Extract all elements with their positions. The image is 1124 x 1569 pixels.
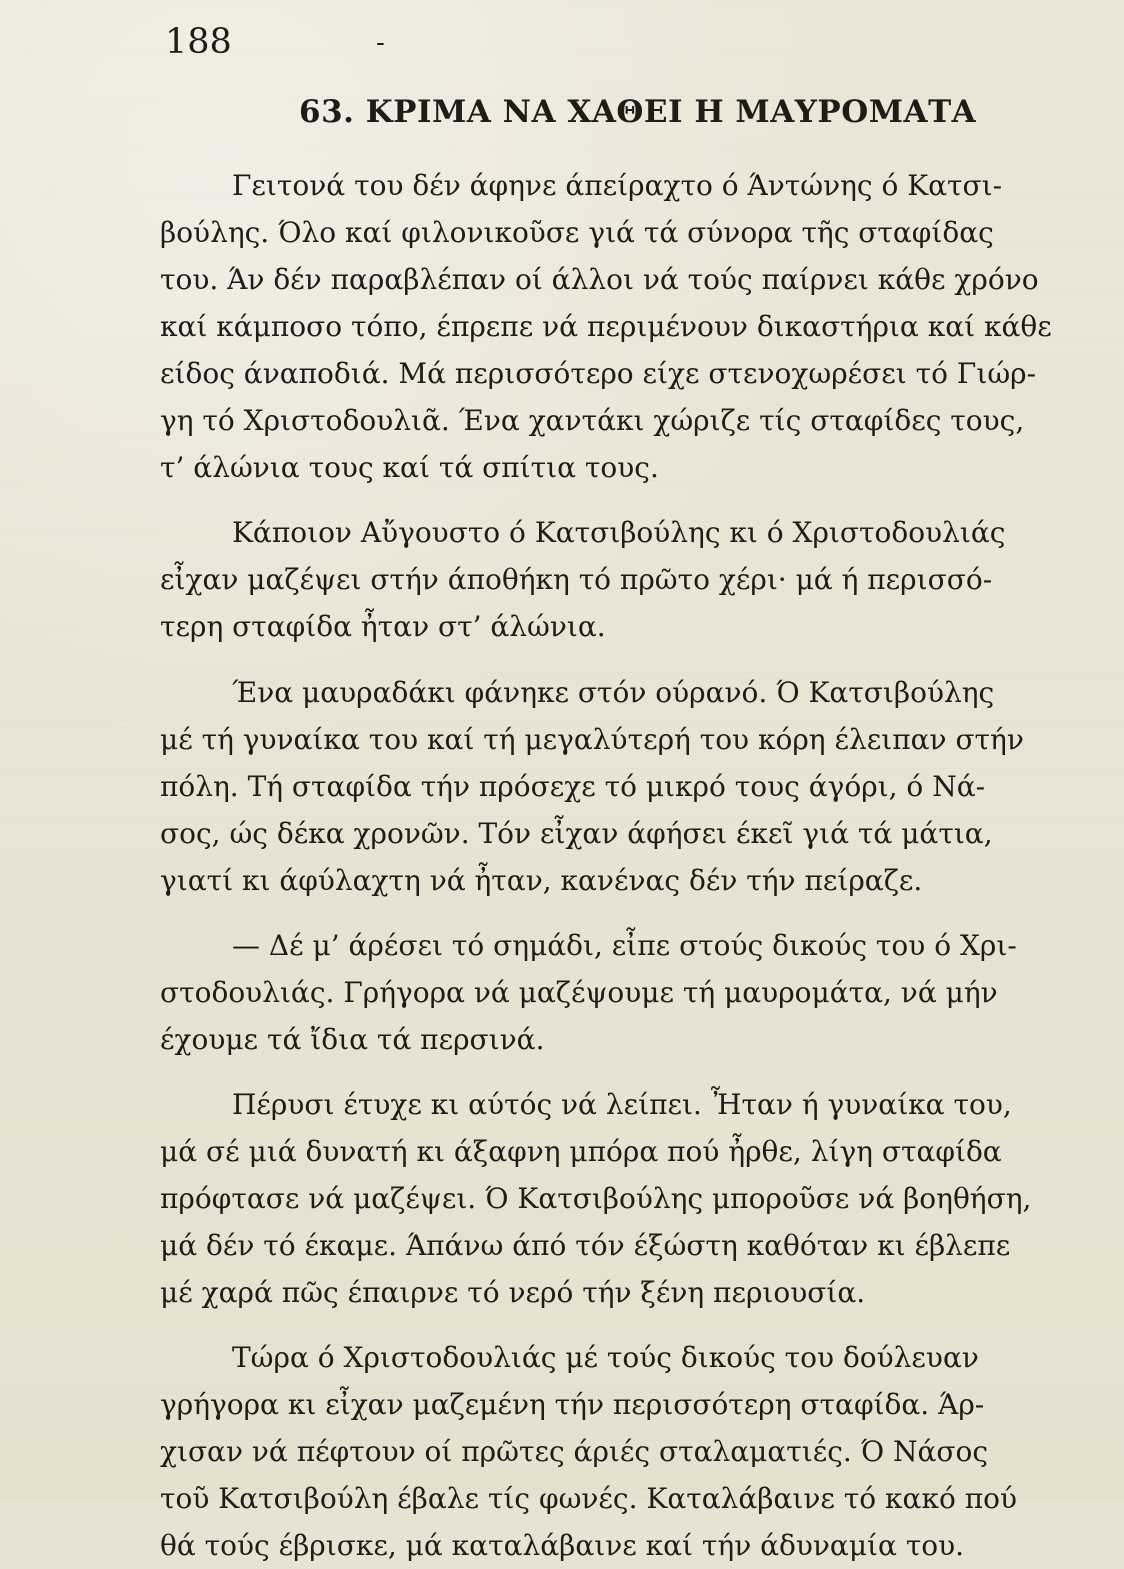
text-line: Γειτονά του δέν άφηνε άπείραχτο ό Άντώνης ό Κατσι- — [232, 169, 1003, 202]
small-mark: - — [376, 28, 385, 58]
text-line: μέ τή γυναίκα του καί τή μεγαλύτερή του κόρη έλειπαν στήν — [160, 723, 1024, 756]
text-line: στοδουλιάς. Γρήγορα νά μαζέψουμε τή μαυρομάτα, νά μήν — [160, 976, 998, 1009]
text-line: πρόφτασε νά μαζέψει. Ό Κατσιβούλης μποροῦσε νά βοηθήση, — [160, 1182, 1032, 1215]
text-line: καί κάμποσο τόπο, έπρεπε νά περιμένουν δικαστήρια καί κάθε — [160, 310, 1052, 343]
text-line: μά σέ μιά δυνατή κι άξαφνη μπόρα πού ἦρθε, λίγη σταφίδα — [160, 1135, 1002, 1168]
text-line: Πέρυσι έτυχε κι αύτός νά λείπει. Ἦταν ή γυναίκα του, — [232, 1088, 1012, 1121]
page-number: 188 — [165, 22, 232, 62]
text-line: σος, ώς δέκα χρονῶν. Τόν εἶχαν άφήσει έκεῖ γιά τά μάτια, — [160, 817, 993, 850]
text-line: τοῦ Κατσιβούλη έβαλε τίς φωνές. Καταλάβαινε τό κακό πού — [160, 1482, 1017, 1515]
text-line: γιατί κι άφύλαχτη νά ἦταν, κανένας δέν τήν πείραζε. — [160, 864, 923, 897]
text-line: Ένα μαυραδάκι φάνηκε στόν ούρανό. Ό Κατσιβούλης — [232, 676, 995, 709]
text-line: βούλης. Όλο καί φιλονικοῦσε γιά τά σύνορα τῆς σταφίδας — [160, 216, 994, 249]
text-line: του. Άν δέν παραβλέπαν οί άλλοι νά τούς παίρνει κάθε χρόνο — [160, 263, 1039, 296]
text-line: μέ χαρά πῶς έπαιρνε τό νερό τήν ξένη περιουσία. — [160, 1276, 866, 1309]
text-line: είδος άναποδιά. Μά περισσότερο είχε στενοχωρέσει τό Γιώρ- — [160, 357, 1037, 390]
text-line: εἶχαν μαζέψει στήν άποθήκη τό πρῶτο χέρι· μά ή περισσό- — [160, 563, 993, 596]
text-line: θά τούς έβρισκε, μά καταλάβαινε καί τήν άδυναμία του. — [160, 1529, 965, 1562]
body-text — [160, 162, 1052, 1569]
text-line: γη τό Χριστοδουλιᾶ. Ένα χαντάκι χώριζε τίς σταφίδες τους, — [160, 404, 1025, 437]
text-line: Κάποιον Αὔγουστο ό Κατσιβούλης κι ό Χριστοδουλιάς — [232, 516, 1006, 549]
text-line: μά δέν τό έκαμε. Άπάνω άπό τόν έξώστη καθόταν κι έβλεπε — [160, 1229, 1011, 1262]
chapter-title: 63. ΚΡΙΜΑ ΝΑ ΧΑΘΕΙ Η ΜΑΥΡΟΜΑΤΑ — [299, 94, 977, 130]
text-line: Τώρα ό Χριστοδουλιάς μέ τούς δικούς του δούλευαν — [232, 1341, 979, 1374]
text-line: — Δέ μ’ άρέσει τό σημάδι, εἶπε στούς δικούς του ό Χρι- — [232, 929, 1017, 962]
text-line: γρήγορα κι εἶχαν μαζεμένη τήν περισσότερη σταφίδα. Άρ- — [160, 1388, 985, 1421]
text-line: έχουμε τά ἴδια τά περσινά. — [160, 1023, 545, 1056]
text-line: πόλη. Τή σταφίδα τήν πρόσεχε τό μικρό τους άγόρι, ό Νά- — [160, 770, 986, 803]
text-line: τερη σταφίδα ἦταν στ’ άλώνια. — [160, 610, 606, 643]
text-line: τ’ άλώνια τους καί τά σπίτια τους. — [160, 451, 659, 484]
text-line: χισαν νά πέφτουν οί πρῶτες άριές σταλαματιές. Ό Νάσος — [160, 1435, 989, 1468]
